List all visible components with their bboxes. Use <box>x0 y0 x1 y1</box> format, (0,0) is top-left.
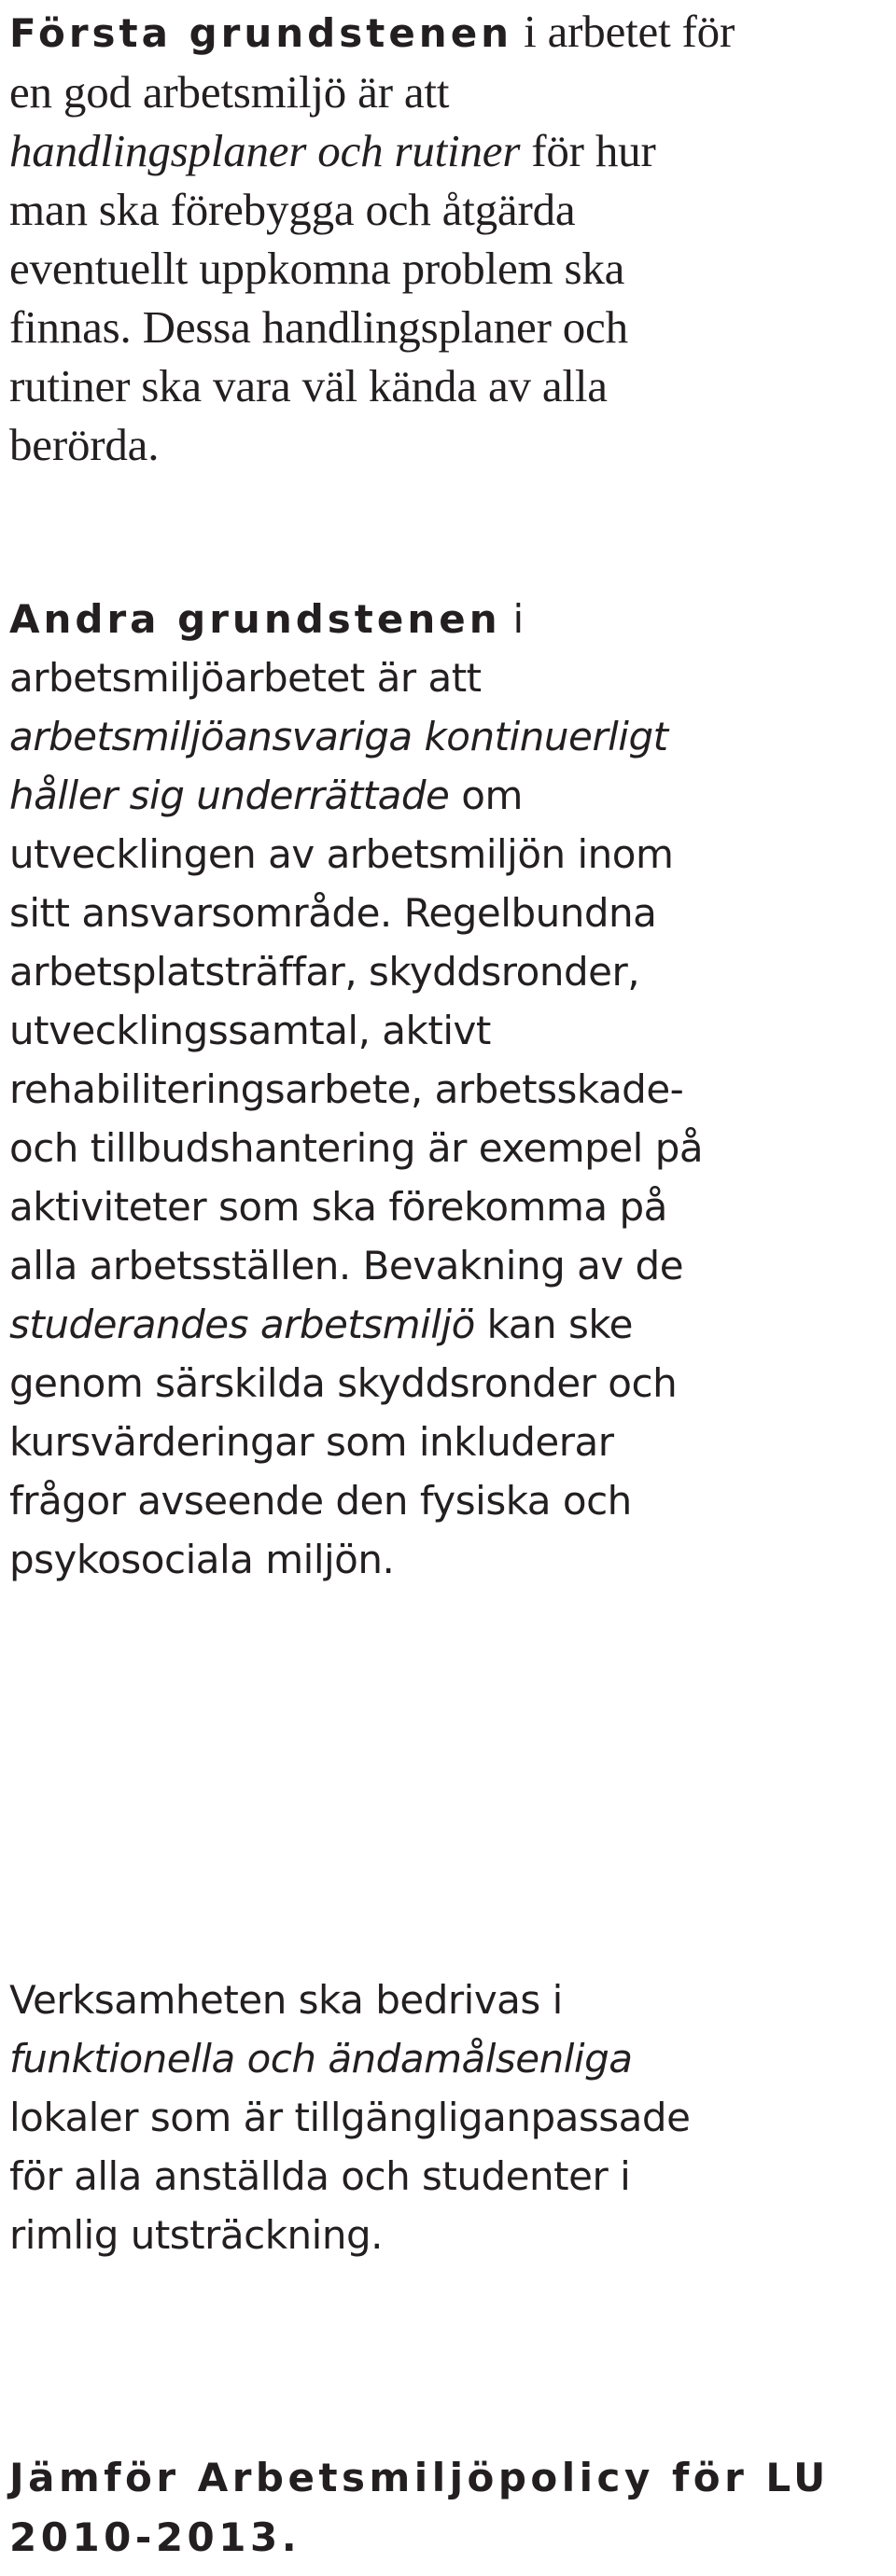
text-line: Första grundstenen i arbetet för <box>9 6 735 57</box>
text-line: studerandes arbetsmiljö kan ske <box>9 1302 633 1347</box>
emphasis: håller sig underrättade <box>9 773 450 818</box>
text-line: Verksamheten ska bedrivas i <box>9 1977 563 2023</box>
text-line: berörda. <box>9 419 160 470</box>
emphasis: studerandes arbetsmiljö <box>9 1302 475 1347</box>
text-line: man ska förebygga och åtgärda <box>9 184 576 235</box>
text-line: arbetsplatsträffar, skyddsronder, <box>9 949 640 995</box>
text-line: för alla anställda och studenter i <box>9 2153 631 2199</box>
lead-heading: Andra grundstenen <box>9 596 501 642</box>
text-line: rutiner ska vara väl kända av alla <box>9 360 608 411</box>
text-line: arbetsmiljöarbetet är att <box>9 655 482 701</box>
text-line: lokaler som är tillgängliganpassade <box>9 2095 691 2140</box>
text-line: finnas. Dessa handlingsplaner och <box>9 301 628 353</box>
text-line: Andra grundstenen i <box>9 596 524 642</box>
text-line: kursvärderingar som inkluderar <box>9 1419 614 1465</box>
text-line: håller sig underrättade om <box>9 773 523 818</box>
paragraph-premises <box>9 1970 891 2264</box>
text-line: psykosociala miljön. <box>9 1537 395 1582</box>
text-line: utvecklingen av arbetsmiljön inom <box>9 831 674 877</box>
text-line: rehabiliteringsarbete, arbetsskade- <box>9 1066 684 1112</box>
paragraph-second-cornerstone <box>9 590 891 1589</box>
text-line: en god arbetsmiljö är att <box>9 66 450 118</box>
text-line: utvecklingssamtal, aktivt <box>9 1008 491 1053</box>
text-line: genom särskilda skyddsronder och <box>9 1360 678 1406</box>
text-line: alla arbetsställen. Bevakning av de <box>9 1243 684 1288</box>
text-line: eventuellt uppkomna problem ska <box>9 243 625 294</box>
text-line: rimlig utsträckning. <box>9 2212 383 2258</box>
text-line: och tillbudshantering är exempel på <box>9 1125 704 1171</box>
emphasis: arbetsmiljöansvariga kontinuerligt <box>9 714 668 759</box>
text-line: 2010-2013. <box>9 2514 301 2560</box>
text-line: frågor avseende den fysiska och <box>9 1478 632 1524</box>
paragraph-first-cornerstone <box>9 2 891 474</box>
lead-heading: Första grundstenen <box>9 10 513 56</box>
text-line: sitt ansvarsområde. Regelbundna <box>9 890 657 936</box>
policy-reference-footer <box>9 2448 891 2568</box>
text-line: handlingsplaner och rutiner för hur <box>9 125 656 176</box>
emphasis: handlingsplaner och rutiner <box>9 125 521 176</box>
text-line: aktiviteter som ska förekomma på <box>9 1184 667 1230</box>
emphasis: funktionella och ändamålsenliga <box>9 2036 633 2082</box>
text-line: Jämför Arbetsmiljöpolicy för LU <box>9 2455 830 2500</box>
